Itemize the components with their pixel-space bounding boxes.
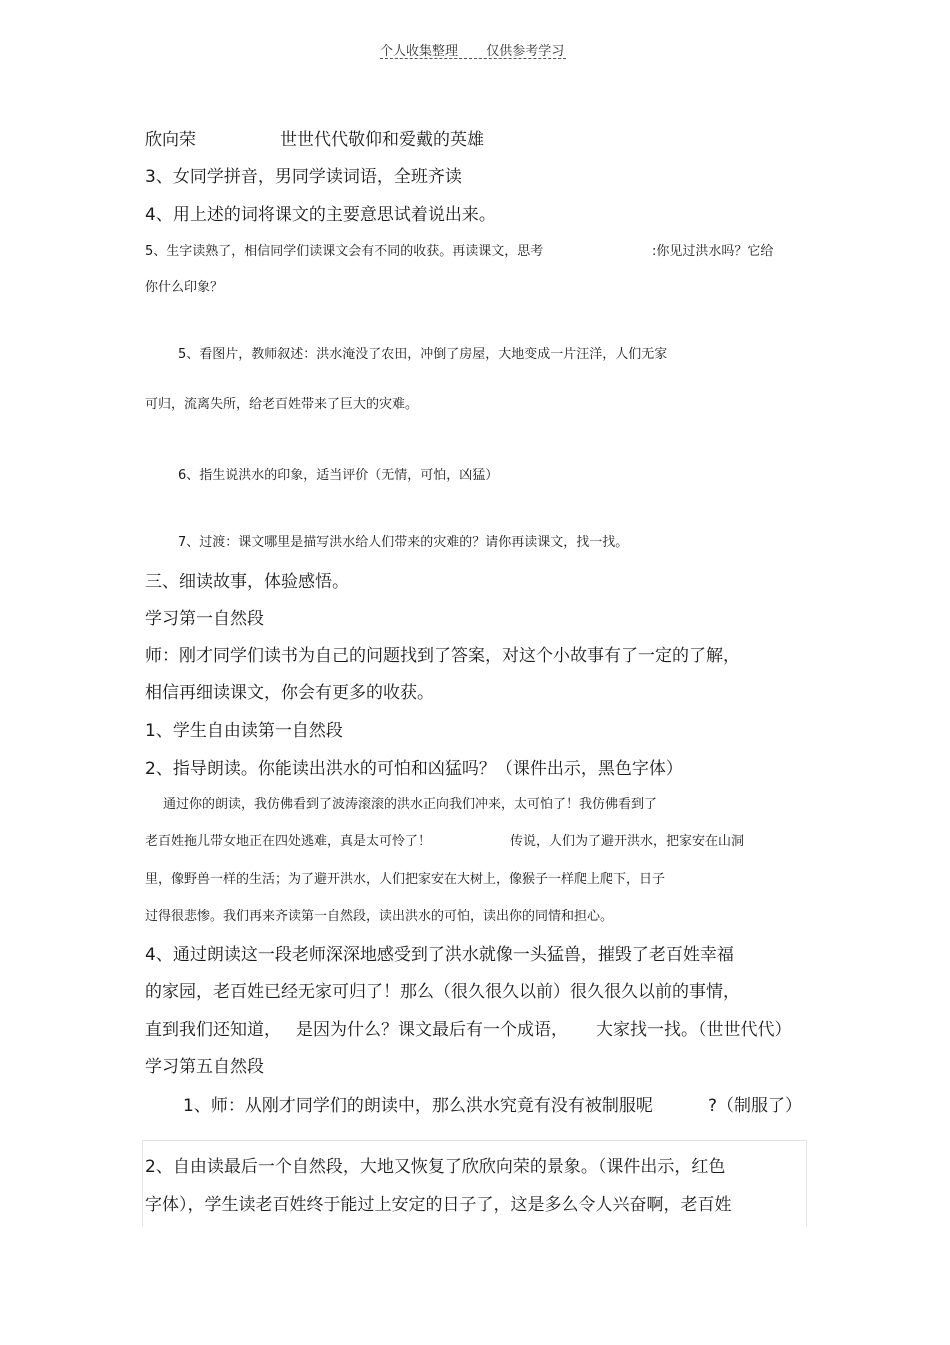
text-line: 欣向荣 — [145, 130, 196, 150]
text-line: 学习第五自然段 — [145, 1057, 264, 1077]
text-line: 传说，人们为了避开洪水，把家安在山洞 — [510, 834, 745, 849]
text-line: 可归，流离失所，给老百姓带来了巨大的灾难。 — [145, 397, 419, 412]
text-line: 老百姓拖儿带女地正在四处逃难，真是太可怜了！ — [145, 834, 432, 849]
text-line: :你见过洪水吗？它给 — [652, 244, 774, 259]
text-line: 2、自由读最后一个自然段，大地又恢复了欣欣向荣的景象。（课件出示，红色 — [145, 1157, 726, 1177]
text-line: 2、指导朗读。你能读出洪水的可怕和凶猛吗？（课件出示，黑色字体） — [145, 759, 683, 779]
text-line: 过得很悲惨。我们再来齐读第一自然段，读出洪水的可怕，读出你的同情和担心。 — [145, 909, 614, 924]
text-line: 三、细读故事，体验感悟。 — [145, 572, 349, 592]
text-line: 的家园，老百姓已经无家可归了！那么（很久很久以前）很久很久以前的事情， — [145, 982, 740, 1002]
text-line: 学习第一自然段 — [145, 609, 264, 629]
text-line: 1、学生自由读第一自然段 — [145, 721, 343, 741]
text-line: 1、师：从刚才同学们的朗读中，那么洪水究竟有没有被制服呢 — [183, 1096, 653, 1116]
header-left-text: 个人收集整理 — [380, 44, 459, 59]
text-line: 5、生字读熟了，相信同学们读课文会有不同的收获。再读课文，思考 — [145, 244, 544, 259]
text-line: 5、看图片，教师叙述：洪水淹没了农田，冲倒了房屋，大地变成一片汪洋，人们无家 — [178, 347, 668, 362]
text-line: 4、用上述的词将课文的主要意思试着说出来。 — [145, 205, 496, 225]
text-line: 7、过渡：课文哪里是描写洪水给人们带来的灾难的？请你再读课文，找一找。 — [178, 535, 629, 550]
text-line: 里，像野兽一样的生活；为了避开洪水，人们把家安在大树上，像猴子一样爬上爬下，日子 — [145, 872, 666, 887]
header-right-text: 仅供参考学习 — [486, 44, 565, 59]
text-line: 6、指生说洪水的印象，适当评价（无情，可怕，凶猛） — [178, 468, 499, 483]
header-dashed-rule — [380, 58, 566, 59]
text-line: 通过你的朗读，我仿佛看到了波涛滚滚的洪水正向我们冲来，太可怕了！我仿佛看到了 — [163, 797, 658, 812]
text-line: 3、女同学拼音，男同学读词语，全班齐读 — [145, 167, 462, 187]
text-line: 字体），学生读老百姓终于能过上安定的日子了，这是多么令人兴奋啊，老百姓 — [145, 1195, 732, 1215]
text-line: 世世代代敬仰和爱戴的英雄 — [280, 130, 484, 150]
text-line: 相信再细读课文，你会有更多的收获。 — [145, 683, 434, 703]
text-line: 直到我们还知道， — [145, 1020, 281, 1040]
text-line: 师：刚才同学们读书为自己的问题找到了答案，对这个小故事有了一定的了解， — [145, 646, 740, 666]
text-line: 你什么印象？ — [145, 280, 224, 295]
page-header — [380, 40, 566, 59]
text-line: 是因为什么？课文最后有一个成语， — [296, 1020, 568, 1040]
text-line: 大家找一找。（世世代代） — [596, 1020, 792, 1040]
text-line: 4、通过朗读这一段老师深深地感受到了洪水就像一头猛兽，摧毁了老百姓幸福 — [145, 945, 734, 965]
text-line: ?（制服了） — [708, 1096, 803, 1116]
